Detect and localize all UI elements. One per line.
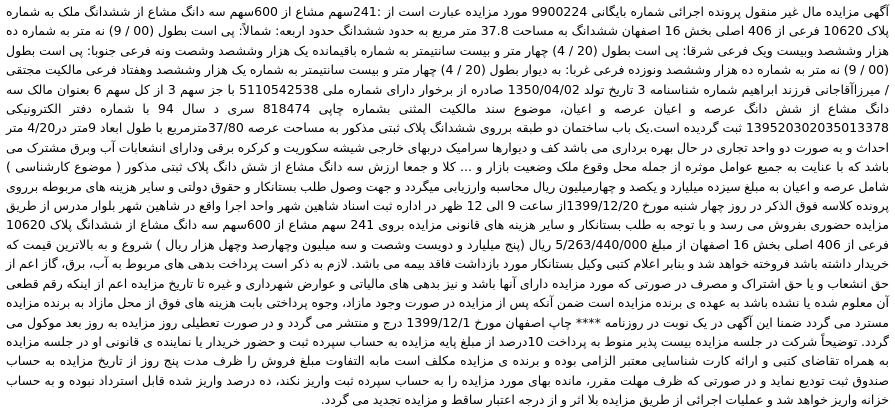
auction-notice-text: آگهی مزایده مال غیر منقول پرونده اجرائی شماره بایگانی 9900224 مورد مزایده عبارت است از :241سهم مشاع از 600سهم سه دانگ مشاع از ششدانگ ملک به شماره پلاک 10620 فرعی از 406 اصلی بخش 16 اصفهان ششدانگ به مساحت 37.8 متر مربع به حدود ششدانگ حدود اربعه: شمالاً: پی است بطول (00 / 9) نه متر به شماره ده هزار وششصد وبیست ویک فرعی شرقا: پی است بطول (20 / 4) چهار متر و بیست سانتیمتر به شماره باقیمانده یک هزار وششصد وشصت ونه فرعی جنوبا: پی است بطول (00 / 9) نه متر به شماره ده هزار وششصد ونوزده فرعی غربا: به دیوار بطول (20 / 4) چهار متر و بیست سانتیمتر به شماره یک هزار وششصد وهفتاد فرعی مالکیت مجتقی / میرزاآقاجانی فرزند ابراهیم شماره شناسنامه 3 تاریخ تولد 1350/04/02 صادره از برخوار دارای شماره ملی 5110542538 با جز سهم 3 از کل سهم 6 بعنوان مالک سه دانگ مشاع از شش دانگ عرصه و اعیان عرصه و اعیان، موضوع سند مالکیت المثنی بشماره چاپی 818474 سری د سال 94 با شماره دفتر الکترونیکی 139520302035013378 ثبت گردیده است.یک باب ساختمان دو طبقه برروی ششدانگ پلاک ثبتی مذکور به مساحت عرصه 37/80مترمربع با طول ابعاد 9متر در4/20 متر احداث و به صورت دو واحد تجاری در حال بهره برداری می باشد کف و دیوارها سرامیک دربهای خارجی شیشه سکوریت و کرکره برقی ودارای انشعابات آب وبرق مشترک می باشد که با عنایت به جمیع عوامل موثره از جمله محل وقوع ملک وضعیت بازار و ... کلا و جمعا ارزش سه دانگ مشاع از شش دانگ پلاک ثبتی مذکور ( موضوع کارشناسی ) شامل عرصه و اعیان به مبلغ سیزده میلیارد و یکصد و چهارمیلیون ریال محاسبه وارزیابی میگردد و جهت وصول طلب بستانکار و حقوق دولتی و سایر هزینه های مربوطه برروی پرونده کلاسه فوق الذکر در روز چهار شنبه مورخ 1399/12/20از ساعت 9 الی 12 ظهر در اداره ثبت اسناد شاهین شهر واحد اجرا واقع در شاهین شهر بلوار مدرس از طریق مزایده حضوری بفروش می رسد و با توجه به طلب بستانکار و سایر هزینه های قانونی مزایده بروی 241 سهم مشاع از 600سهم سه دانگ مشاع از ششدانگ پلاک 10620 فرعی از 406 اصلی بخش 16 اصفهان از مبلغ 5/263/440/000 ریال (پنج میلیارد و دویست وشصت و سه میلیون وچهارصد وچهل هزار ریال ) شروع و به بالاترین قیمت که خریدار داشته باشد فروخته خواهد شد و بنابر اعلام کتبی وکیل بستانکار مورد بازداشت فاقد بیمه می باشد. لازم به ذکر است پرداخت بدهی های مربوط به آب، برق، گاز اعم از حق انشعاب و یا حق اشتراک و مصرف در صورتی که مورد مزایده دارای آنها باشد و نیز بدهی های مالیاتی و عوارض شهرداری و غیره تا تاریخ مزایده اعم از اینکه رقم قطعی آن معلوم شده یا نشده باشد به عهده ی برنده مزایده است ضمن آنکه پس از مزایده در صورت وجود مازاد، وجوه پرداختی بابت هزینه های فوق از محل مازاد به برنده مزایده مسترد می گردد ضمنا این آگهی در یک نوبت در روزنامه **** چاپ اصفهان مورخ 1399/12/1 درج و منتشر می گردد و در صورت تعطیلی روز مزایده به روز بعد موکول می گردد. توضیحاً شرکت در جلسه مزایده بیست پذیر منوط به پرداخت 10درصد از مبلغ پایه مزایده به حساب سپرده ثبت و حضور خریدار یا نماینده ی قانونی او در جلسه مزایده به همراه تقاضای کتبی و ارائه کارت شناسایی معتبر الزامی بوده و برنده ی مزایده مکلف است مابه التفاوت مبلغ فروش را ظرف مدت پنج روز از تاریخ مزایده به حساب صندوق ثبت تودیع نماید و در صورتی که ظرف مهلت مقرر، مانده بهای مورد مزایده را به حساب سپرده ثبت واریز نکند، ده درصد واریز شده قابل استرداد نبوده و به حساب خزانه واریز خواهد شد و عملیات اجرائی از طریق مزایده بلا اثر و از درجه اعتبار ساقط و مزایده تجدید می گردد. bbox=[6, 4, 890, 408]
